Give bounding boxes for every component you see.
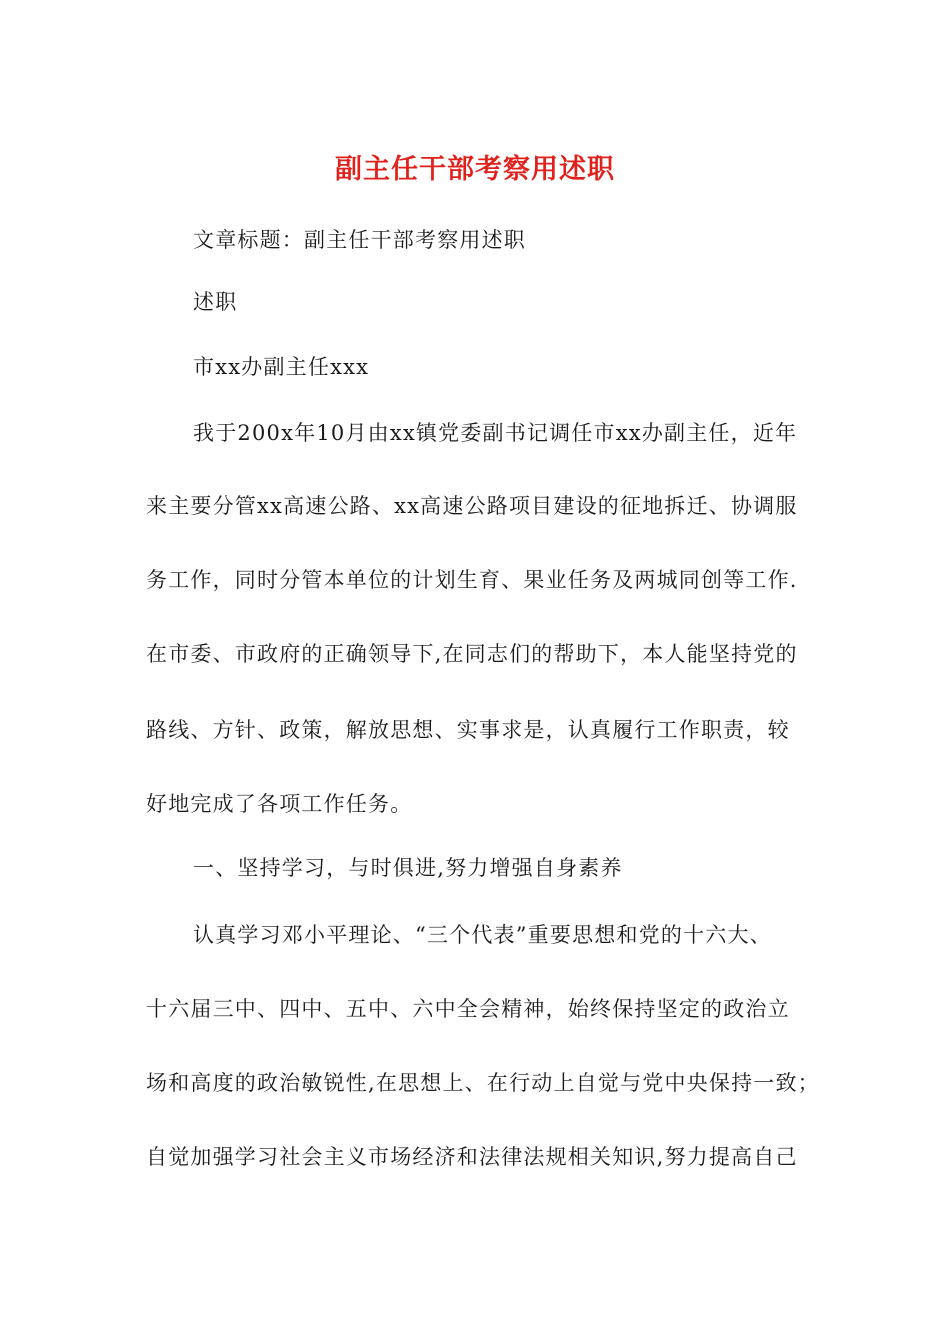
section-label: 述职 (193, 290, 238, 314)
paragraph-line: 认真学习邓小平理论、“三个代表”重要思想和党的十六大、 (193, 923, 772, 947)
article-title-line: 文章标题：副主任干部考察用述职 (193, 228, 526, 252)
paragraph-line: 好地完成了各项工作任务。 (146, 792, 413, 816)
paragraph-line: 自觉加强学习社会主义市场经济和法律法规相关知识,努力提高自己 (146, 1145, 798, 1169)
document-title: 副主任干部考察用述职 (335, 154, 615, 185)
section-heading: 一、坚持学习，与时俱进,努力增强自身素养 (193, 856, 623, 880)
paragraph-line: 路线、方针、政策，解放思想、实事求是，认真履行工作职责，较 (146, 718, 790, 742)
paragraph-line: 在市委、市政府的正确领导下,在同志们的帮助下，本人能坚持党的 (146, 642, 798, 666)
paragraph-line: 十六届三中、四中、五中、六中全会精神，始终保持坚定的政治立 (146, 997, 790, 1021)
author-line: 市xx办副主任xxx (193, 355, 370, 379)
paragraph-line: 来主要分管xx高速公路、xx高速公路项目建设的征地拆迁、协调服 (146, 494, 798, 518)
paragraph-line: 务工作，同时分管本单位的计划生育、果业任务及两城同创等工作. (146, 568, 798, 592)
paragraph-line: 我于200x年10月由xx镇党委副书记调任市xx办副主任，近年 (193, 421, 798, 445)
paragraph-line: 场和高度的政治敏锐性,在思想上、在行动上自觉与党中央保持一致； (146, 1071, 820, 1095)
